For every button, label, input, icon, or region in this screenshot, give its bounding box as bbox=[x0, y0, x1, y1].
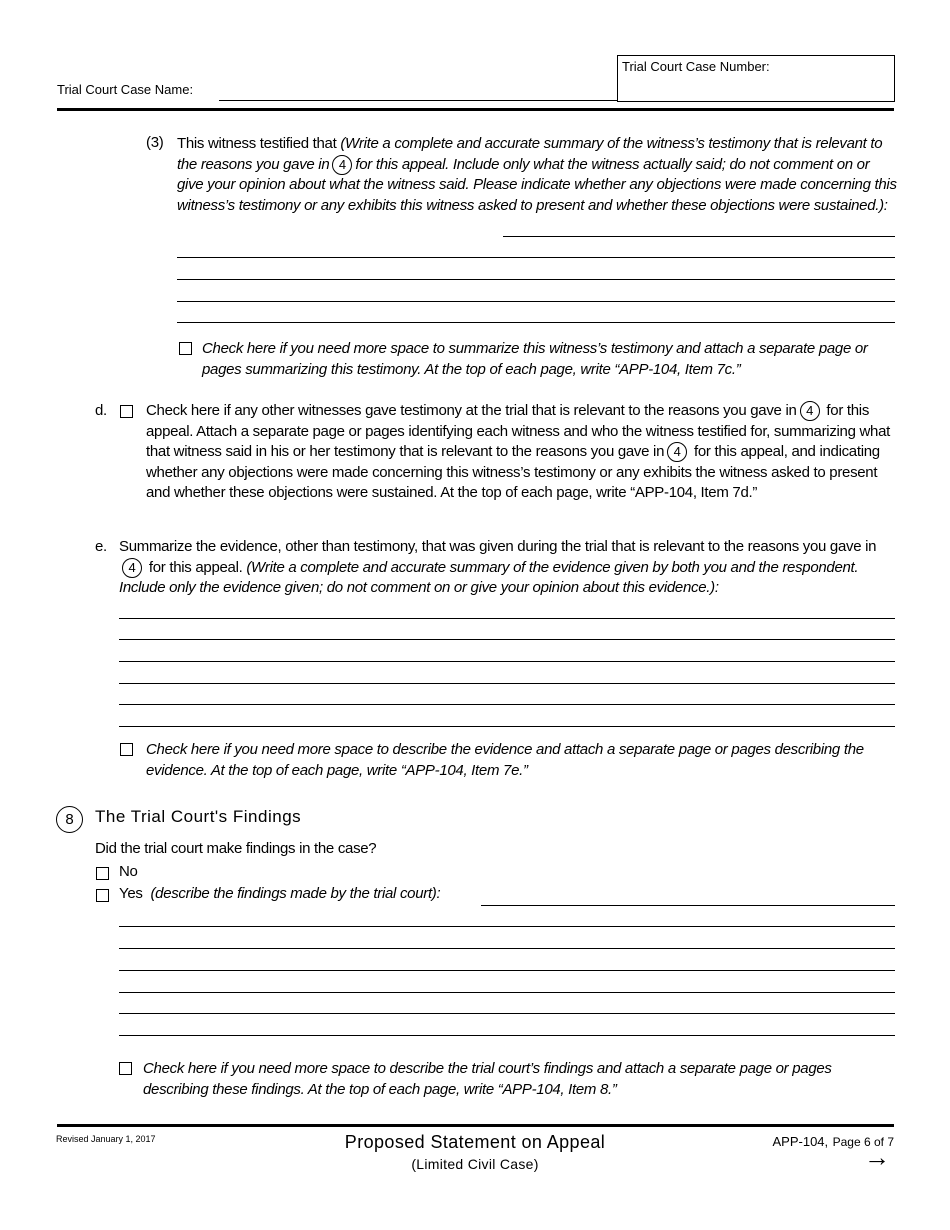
findings-line-4[interactable] bbox=[119, 970, 895, 971]
item-7e-letter: e. bbox=[95, 538, 107, 555]
case-number-box[interactable] bbox=[617, 55, 895, 102]
item-7e-more-space-checkbox[interactable] bbox=[120, 743, 133, 756]
item-4-reference-icon: 4 bbox=[800, 401, 820, 421]
item-7d-text-2: for this appeal. Attach a separate page or pages identifying each witness and who the witness testified for, summarizing what that witness said in his or her testimony that is relevant to the reasons you gave in bbox=[146, 402, 890, 460]
findings-yes-text bbox=[119, 884, 440, 905]
footer-rule bbox=[57, 1124, 894, 1127]
findings-line-5[interactable] bbox=[119, 992, 895, 993]
findings-line-6[interactable] bbox=[119, 1013, 895, 1014]
item-4-reference-icon: 4 bbox=[332, 155, 352, 175]
evidence-line-3[interactable] bbox=[119, 661, 895, 662]
item-7d-text bbox=[146, 401, 896, 504]
item-7c-more-space-text: Check here if you need more space to summarize this witness’s testimony and attach a separate page or pages summarizing this testimony. At the top of each page, write “APP-104, Item 7c.” bbox=[202, 340, 868, 378]
findings-line-1[interactable] bbox=[481, 905, 895, 906]
evidence-line-4[interactable] bbox=[119, 683, 895, 684]
item-7c3-lead: This witness testified that bbox=[177, 135, 337, 152]
case-name-label: Trial Court Case Name: bbox=[57, 82, 194, 97]
findings-line-7[interactable] bbox=[119, 1035, 895, 1036]
findings-line-3[interactable] bbox=[119, 948, 895, 949]
item-7c3-text bbox=[177, 134, 897, 216]
case-number-label: Trial Court Case Number: bbox=[622, 59, 770, 74]
item-7e-more-space-text: Check here if you need more space to describe the evidence and attach a separate page or pages describing the evidence. At the top of each page, write “APP-104, Item 7e.” bbox=[146, 741, 864, 779]
item-7d-letter: d. bbox=[95, 402, 107, 419]
item-8-more-space-checkbox[interactable] bbox=[119, 1062, 132, 1075]
form-title: Proposed Statement on Appeal bbox=[344, 1132, 606, 1152]
page-number: Page 6 of 7 bbox=[832, 1135, 894, 1149]
form-subtitle: (Limited Civil Case) bbox=[411, 1156, 539, 1172]
item-7e-instruction: (Write a complete and accurate summary of the evidence given by both you and the respondent. Include only the evidence given; do not comment on or give your opinion about this evidence.): bbox=[119, 558, 859, 596]
item-7c3-instruction-1: (Write a complete and accurate summary of the witness’s testimony that is relevant to the reasons you gave in bbox=[177, 135, 883, 173]
item-8-more-space-text: Check here if you need more space to describe the trial court’s findings and attach a separate page or pages describing these findings. At the top of each page, write “APP-104, Item 8.” bbox=[143, 1060, 832, 1098]
item-7c3-number: (3) bbox=[146, 134, 164, 151]
evidence-line-1[interactable] bbox=[119, 618, 895, 619]
item-7e-text-2: for this appeal. bbox=[148, 558, 243, 576]
evidence-line-5[interactable] bbox=[119, 704, 895, 705]
testimony-line-3[interactable] bbox=[177, 279, 895, 280]
item-8-title: The Trial Court's Findings bbox=[95, 807, 302, 826]
case-name-field[interactable] bbox=[219, 100, 617, 101]
item-7c3-instruction-2: for this appeal. Include only what the witness actually said; do not comment on or give your opinion about what the witness said. Please indicate whether any objections were made concerning this witness’s testimony or any exhibits this witness asked to present and whether these objections were sustained.): bbox=[177, 155, 897, 214]
evidence-line-6[interactable] bbox=[119, 726, 895, 727]
header-rule bbox=[57, 108, 894, 111]
findings-yes-checkbox[interactable] bbox=[96, 889, 109, 902]
item-7d-checkbox[interactable] bbox=[120, 405, 133, 418]
form-id: APP-104, bbox=[772, 1134, 829, 1149]
item-7d-text-3: for this appeal, and indicating whether any objections were made concerning this witness’s testimony or any exhibits the witness asked to present and whether these objections were sustained. At the top of each page, write “APP-104, Item 7d.” bbox=[146, 443, 880, 501]
findings-no-label: No bbox=[119, 863, 138, 880]
item-8-number-icon: 8 bbox=[56, 806, 83, 833]
next-page-arrow-icon: → bbox=[864, 1142, 890, 1172]
item-7d-text-1: Check here if any other witnesses gave testimony at the trial that is relevant to the reasons you gave in bbox=[146, 402, 797, 419]
item-8-question: Did the trial court make findings in the case? bbox=[95, 840, 377, 857]
evidence-line-2[interactable] bbox=[119, 639, 895, 640]
findings-line-2[interactable] bbox=[119, 926, 895, 927]
findings-no-checkbox[interactable] bbox=[96, 867, 109, 880]
testimony-line-5[interactable] bbox=[177, 322, 895, 323]
revised-date: Revised January 1, 2017 bbox=[56, 1134, 156, 1144]
testimony-line-1[interactable] bbox=[503, 236, 895, 237]
testimony-line-4[interactable] bbox=[177, 301, 895, 302]
testimony-line-2[interactable] bbox=[177, 257, 895, 258]
findings-yes-label: Yes bbox=[119, 885, 143, 902]
item-7e-text bbox=[119, 537, 894, 599]
findings-yes-instruction: (describe the findings made by the trial court): bbox=[150, 885, 441, 902]
item-4-reference-icon: 4 bbox=[122, 558, 142, 578]
item-4-reference-icon: 4 bbox=[667, 442, 687, 462]
item-7c-more-space-checkbox[interactable] bbox=[179, 342, 192, 355]
item-7e-text-1: Summarize the evidence, other than testimony, that was given during the trial that is relevant to the reasons you gave in bbox=[119, 538, 877, 555]
